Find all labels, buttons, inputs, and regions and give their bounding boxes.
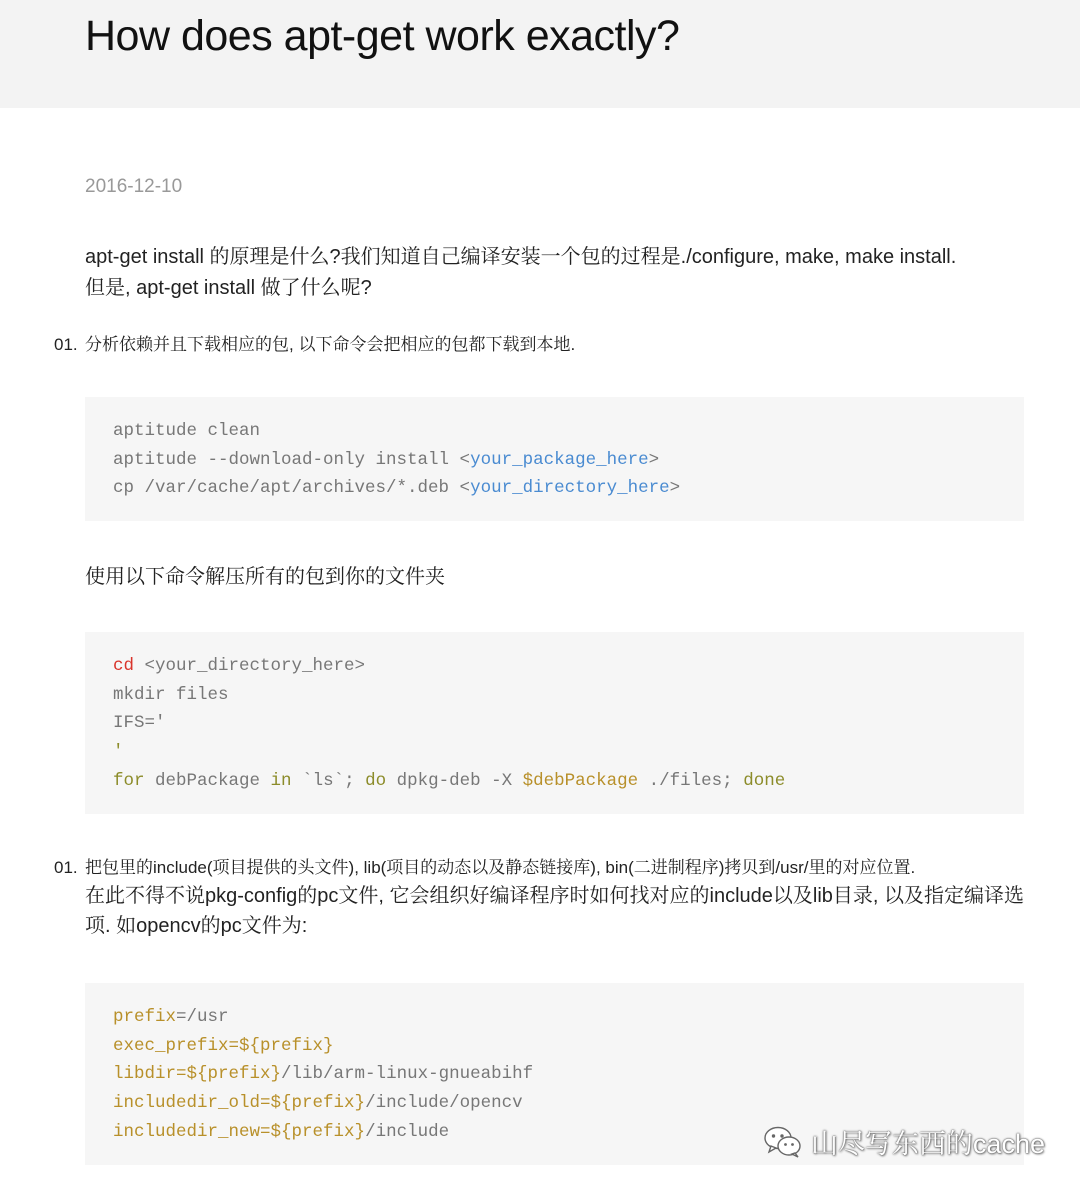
code-text: `ls`; xyxy=(291,770,366,791)
code-variable: includedir_new xyxy=(113,1121,261,1142)
code-operator: = xyxy=(260,1121,271,1142)
title-banner xyxy=(0,0,1080,108)
code-operator: = xyxy=(176,1064,187,1085)
page-title: How does apt-get work exactly? xyxy=(85,12,680,60)
code-variable: ${prefix} xyxy=(270,1093,366,1114)
list-number: 01. xyxy=(54,858,78,877)
intro-line-2: 但是, apt-get install 做了什么呢? xyxy=(85,277,372,299)
code-block-download xyxy=(85,397,1024,521)
list-item-step-2 xyxy=(54,852,1034,883)
code-text: dpkg-deb -X xyxy=(386,770,523,791)
code-text: <your_directory_here> xyxy=(134,656,366,676)
code-keyword: in xyxy=(270,770,292,791)
list-item-text: 把包里的include(项目提供的头文件), lib(项目的动态以及静态链接库), bin(二进制程序)拷贝到/usr/里的对应位置. xyxy=(85,858,916,877)
code-text: aptitude clean xyxy=(113,421,261,441)
code-variable: ${prefix} xyxy=(239,1035,334,1056)
list-number: 01. xyxy=(54,335,78,354)
code-keyword: cd xyxy=(113,656,135,676)
code-variable: exec_prefix xyxy=(113,1035,229,1056)
list-item-step-1 xyxy=(54,329,1034,360)
code-variable: $debPackage xyxy=(522,770,639,791)
code-operator: = xyxy=(228,1035,240,1056)
code-string: ' xyxy=(113,742,124,763)
intro-line-1: apt-get install 的原理是什么?我们知道自己编译安装一个包的过程是./configure, make, make install. xyxy=(85,246,957,268)
code-line xyxy=(113,474,1024,503)
watermark xyxy=(763,1122,1045,1161)
code-text: > xyxy=(669,478,681,499)
code-text: > xyxy=(648,449,660,470)
code-line xyxy=(113,1089,1024,1118)
code-variable: ${prefix} xyxy=(270,1121,366,1142)
wechat-icon xyxy=(763,1125,803,1159)
code-line xyxy=(113,767,1024,796)
list-item-continuation: 在此不得不说pkg-config的pc文件, 它会组织好编译程序时如何找对应的include以及lib目录, 以及指定编译选项. 如opencv的pc文件为: xyxy=(85,885,1025,937)
code-keyword: for xyxy=(113,770,145,791)
code-line xyxy=(113,417,1024,446)
code-line xyxy=(113,1060,1024,1089)
post-date: 2016-12-10 xyxy=(85,176,183,197)
code-text: /lib/arm-linux-gnueabihf xyxy=(281,1064,534,1085)
code-text: debPackage xyxy=(144,770,271,791)
code-keyword: do xyxy=(365,770,387,791)
code-line xyxy=(113,446,1024,475)
watermark-text: 山尽写东西的cache xyxy=(810,1129,1045,1159)
code-line xyxy=(113,738,1024,767)
unpack-paragraph: 使用以下命令解压所有的包到你的文件夹 xyxy=(85,566,445,588)
code-keyword: done xyxy=(743,770,786,791)
code-line xyxy=(113,681,1024,710)
code-block-unpack xyxy=(85,632,1024,814)
code-line xyxy=(113,1003,1024,1032)
code-text: /include/opencv xyxy=(365,1093,523,1114)
code-placeholder: your_directory_here xyxy=(470,478,670,499)
code-text: cp /var/cache/apt/archives/*.deb < xyxy=(113,478,471,499)
code-text: mkdir files xyxy=(113,684,229,705)
code-variable: libdir xyxy=(113,1064,177,1085)
code-line xyxy=(113,709,1024,738)
code-line xyxy=(113,1032,1024,1061)
code-variable: prefix xyxy=(113,1007,177,1027)
code-variable: includedir_old xyxy=(113,1093,261,1114)
intro-paragraph xyxy=(85,242,1035,304)
code-text: /include xyxy=(365,1121,450,1142)
list-item-text: 分析依赖并且下载相应的包, 以下命令会把相应的包都下载到本地. xyxy=(85,335,576,354)
code-operator: = xyxy=(260,1093,271,1114)
code-variable: ${prefix} xyxy=(186,1064,282,1085)
code-text: =/usr xyxy=(176,1007,229,1027)
code-text: aptitude --download-only install < xyxy=(113,449,471,470)
code-text: IFS=' xyxy=(113,713,166,734)
code-line xyxy=(113,652,1024,681)
code-placeholder: your_package_here xyxy=(470,449,649,470)
code-text: ./files; xyxy=(638,770,744,791)
